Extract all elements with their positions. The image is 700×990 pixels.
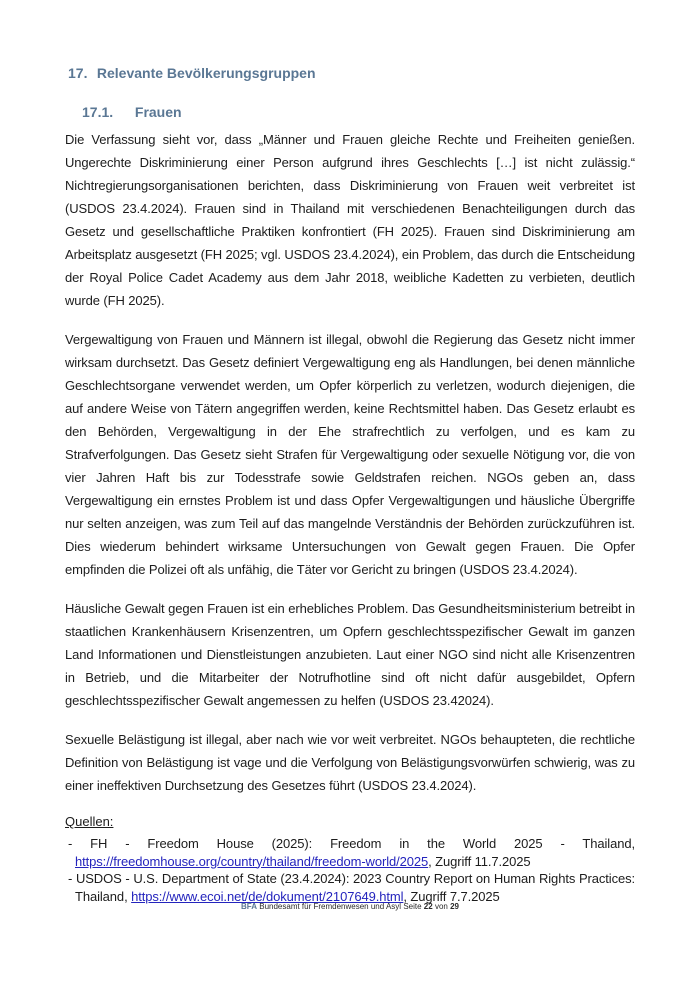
section-number: 17. (68, 65, 88, 81)
source-link[interactable]: https://freedomhouse.org/country/thailand/freedom-world/2025 (75, 853, 429, 869)
subsection-number: 17.1. (82, 104, 114, 120)
subsection-heading (65, 103, 635, 121)
section-heading (65, 64, 635, 82)
section-title: Relevante Bevölkerungsgruppen (96, 65, 316, 81)
source-item (65, 870, 635, 905)
source-text: USDOS - U.S. Department of State (23.4.2024): 2023 Country Report on Human Rights Practices: Thailand, (75, 871, 636, 904)
source-access-date: , Zugriff 11.7.2025 (428, 853, 531, 869)
body-paragraph: Häusliche Gewalt gegen Frauen ist ein erhebliches Problem. Das Gesundheitsministerium betreibt in staatlichen Krankenhäusern Krisenzentren, um Opfern geschlechtsspezifischer Gewalt im ganzen Land Informationen und Dienstleistungen anzubieten. Laut einer NGO sind nicht alle Krisenzentren in Betrieb, und die Mitarbeiter der Notrufhotline sind oft nicht dafür ausgebildet, Opfern geschlechtsspezifischer Gewalt angemessen zu helfen (USDOS 23.42024). (65, 601, 635, 708)
footer-page-current: 22 (423, 902, 433, 911)
sources-heading: Quellen: (65, 814, 114, 829)
bullet-dash: - (68, 836, 73, 851)
page-footer (0, 901, 700, 913)
source-access-date: , Zugriff 7.7.2025 (403, 888, 500, 904)
body-paragraph: Sexuelle Belästigung ist illegal, aber nach wie vor weit verbreitet. NGOs behaupteten, die rechtliche Definition von Belästigung ist vage und die Verfolgung von Belästigungsvorwürfen schwierig, was zu einer ineffektiven Durchsetzung des Gesetzes führt (USDOS 23.4.2024). (65, 732, 635, 793)
footer-page-label: Seite (403, 902, 422, 911)
body-paragraph: Die Verfassung sieht vor, dass „Männer und Frauen gleiche Rechte und Freiheiten genießen. Ungerechte Diskriminierung einer Person aufgrund ihres Geschlechts […] ist nicht zulässig.“ Nichtregierungsorganisationen berichten, dass Diskriminierung von Frauen weit verbreitet ist (USDOS 23.4.2024). Frauen sind in Thailand mit verschiedenen Benachteiligungen durch das Gesetz und gesellschaftliche Praktiken konfrontiert (FH 2025). Frauen sind Diskriminierung am Arbeitsplatz ausgesetzt (FH 2025; vgl. USDOS 23.4.2024), ein Problem, das durch die Entscheidung der Royal Police Cadet Academy aus dem Jahr 2018, weibliche Kadetten zu verbieten, deutlich wurde (FH 2025). (65, 132, 635, 308)
source-link[interactable]: https://www.ecoi.net/de/dokument/2107649.html (131, 888, 404, 904)
footer-org-name: Bundesamt für Fremdenwesen und Asyl (259, 902, 402, 911)
bfa-logo: BFA (241, 902, 257, 911)
source-item (65, 835, 635, 870)
footer-page-total: 29 (450, 902, 459, 911)
footer-of-label: von (434, 902, 448, 911)
bullet-dash: - (68, 871, 73, 886)
source-text: FH - Freedom House (2025): Freedom in the World 2025 - Thailand, (90, 836, 635, 851)
body-paragraph: Vergewaltigung von Frauen und Männern ist illegal, obwohl die Regierung das Gesetz nicht immer wirksam durchsetzt. Das Gesetz definiert Vergewaltigung eng als Handlungen, bei denen männliche Geschlechtsorgane verwendet werden, um Opfer körperlich zu verletzen, wodurch diejenigen, die auf andere Weise von Tätern angegriffen werden, keine Rechtsmittel haben. Das Gesetz erlaubt es den Behörden, Vergewaltigung in der Ehe strafrechtlich zu verfolgen, und es kam zu Strafverfolgungen. Das Gesetz sieht Strafen für Vergewaltigung oder sexuelle Nötigung vor, die von vier Jahren Haft bis zur Todesstrafe sowie Geldstrafen reichen. NGOs geben an, dass Vergewaltigung ein ernstes Problem ist und dass Opfer Vergewaltigungen und häusliche Übergriffe nur selten anzeigen, was zum Teil auf das mangelnde Verständnis der Behörden zurückzuführen ist. Dies wiederum behindert wirksame Untersuchungen von Gewalt gegen Frauen. Die Opfer empfinden die Polizei oft als unfähig, die Täter vor Gericht zu bringen (USDOS 23.4.2024). (65, 332, 635, 577)
subsection-title: Frauen (134, 104, 182, 120)
